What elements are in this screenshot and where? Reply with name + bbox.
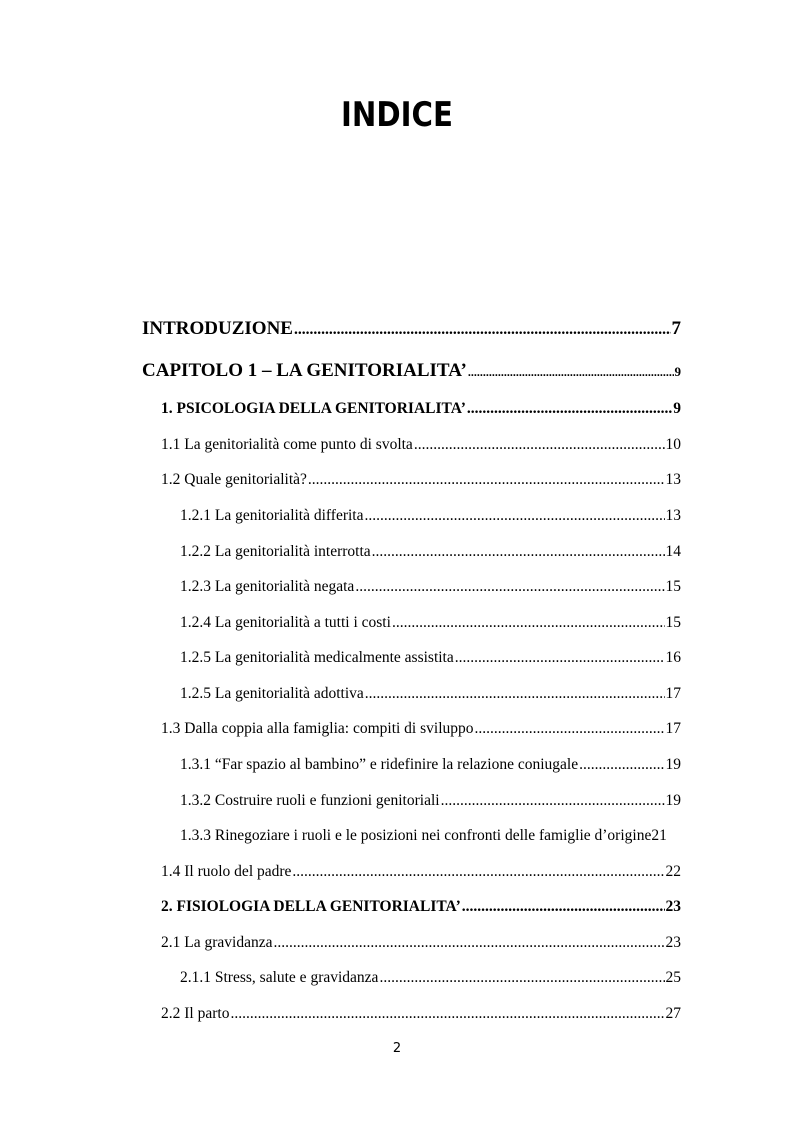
toc-entry-label: 2.2 Il parto [161,1005,230,1022]
toc-entry-1-2-5b[interactable] [180,685,681,703]
toc-entry-label: 1.4 Il ruolo del padre [161,863,292,880]
toc-entry-2-1[interactable] [161,934,681,952]
page-title: INDICE [341,95,453,135]
leader-dots [579,756,664,774]
toc-entry-page: 23 [665,898,681,915]
toc-entry-label: 1.3.1 “Far spazio al bambino” e ridefinire la relazione coniugale [180,756,579,773]
toc-entry-label: 1. PSICOLOGIA DELLA GENITORIALITA’ [161,400,466,417]
toc-entry-page: 27 [665,1005,681,1022]
leader-dots [441,792,665,810]
leader-dots [230,1005,664,1023]
toc-entry-label: 1.1 La genitorialità come punto di svolta [161,436,413,453]
toc-entry-1-4[interactable] [161,863,681,881]
toc-entry-page: 19 [665,756,681,773]
toc-entry-label: CAPITOLO 1 – LA GENITORIALITA’ [142,360,467,381]
leader-dots [355,578,664,596]
toc-entry-label: 2.1 La gravidanza [161,934,273,951]
toc-entry-capitolo-1[interactable] [142,360,681,382]
toc-entry-1-1[interactable] [161,436,681,454]
leader-dots [294,321,671,339]
toc-entry-1-2-3[interactable] [180,578,681,596]
toc-entry-label: 1.2.5 La genitorialità medicalmente assistita [180,649,454,666]
leader-dots [308,471,665,489]
toc-entry-label: 1.3 Dalla coppia alla famiglia: compiti di sviluppo [161,720,474,737]
leader-dots [379,969,664,987]
toc-entry-label: 1.2.2 La genitorialità interrotta [180,543,371,560]
toc-entry-1-2[interactable] [161,471,681,489]
toc-entry-2-1-1[interactable] [180,969,681,987]
toc-entry-page: 15 [665,614,681,631]
leader-dots [392,614,665,632]
leader-dots [468,365,674,380]
toc-entry-page: 15 [665,578,681,595]
toc-entry-page: 23 [665,934,681,951]
toc-entry-page: 17 [665,720,681,737]
toc-entry-psicologia[interactable] [161,400,681,418]
toc-entry-introduzione[interactable] [142,318,681,340]
toc-entry-1-2-2[interactable] [180,543,681,561]
toc-entry-page: 14 [665,543,681,560]
toc-entry-label: 1.2.1 La genitorialità differita [180,507,364,524]
toc-entry-page: 9 [673,400,681,417]
toc-entry-label: INTRODUZIONE [142,318,293,339]
toc-entry-page: 16 [665,649,681,666]
toc-entry-1-3-2[interactable] [180,792,681,810]
toc-entry-1-2-1[interactable] [180,507,681,525]
toc-entry-label: 2.1.1 Stress, salute e gravidanza [180,969,379,986]
leader-dots [467,400,672,418]
toc-entry-page: 17 [665,685,681,702]
leader-dots [455,649,665,667]
leader-dots [365,685,665,703]
toc-entry-page: 22 [665,863,681,880]
toc-entry-label: 2. FISIOLOGIA DELLA GENITORIALITA’ [161,898,461,915]
leader-dots [462,898,665,916]
toc-entry-1-2-5a[interactable] [180,649,681,667]
toc-entry-2-2[interactable] [161,1005,681,1023]
toc-entry-page: 21 [651,827,667,844]
toc-entry-page: 13 [665,471,681,488]
toc-entry-fisiologia[interactable] [161,898,681,916]
toc-entry-page: 9 [674,364,681,379]
toc-entry-1-3[interactable] [161,720,681,738]
leader-dots [292,863,664,881]
toc-entry-page: 7 [671,318,681,339]
leader-dots [365,507,665,525]
toc-entry-1-2-4[interactable] [180,614,681,632]
leader-dots [273,934,664,952]
toc-entry-label: 1.3.2 Costruire ruoli e funzioni genitoriali [180,792,440,809]
toc-entry-label: 1.2.5 La genitorialità adottiva [180,685,364,702]
toc-entry-label: 1.3.3 Rinegoziare i ruoli e le posizioni nei confronti delle famiglie d’origine [180,827,652,844]
toc-entry-page: 10 [665,436,681,453]
toc-entry-label: 1.2 Quale genitorialità? [161,471,307,488]
leader-dots [372,543,665,561]
toc-entry-page: 25 [665,969,681,986]
toc-entry-label: 1.2.4 La genitorialità a tutti i costi [180,614,391,631]
toc-entry-page: 19 [665,792,681,809]
toc-entry-1-3-3[interactable] [180,827,681,845]
page-number: 2 [392,1041,402,1056]
toc-entry-label: 1.2.3 La genitorialità negata [180,578,355,595]
leader-dots [475,720,665,738]
toc-entry-page: 13 [665,507,681,524]
toc-entry-1-3-1[interactable] [180,756,681,774]
leader-dots [414,436,665,454]
